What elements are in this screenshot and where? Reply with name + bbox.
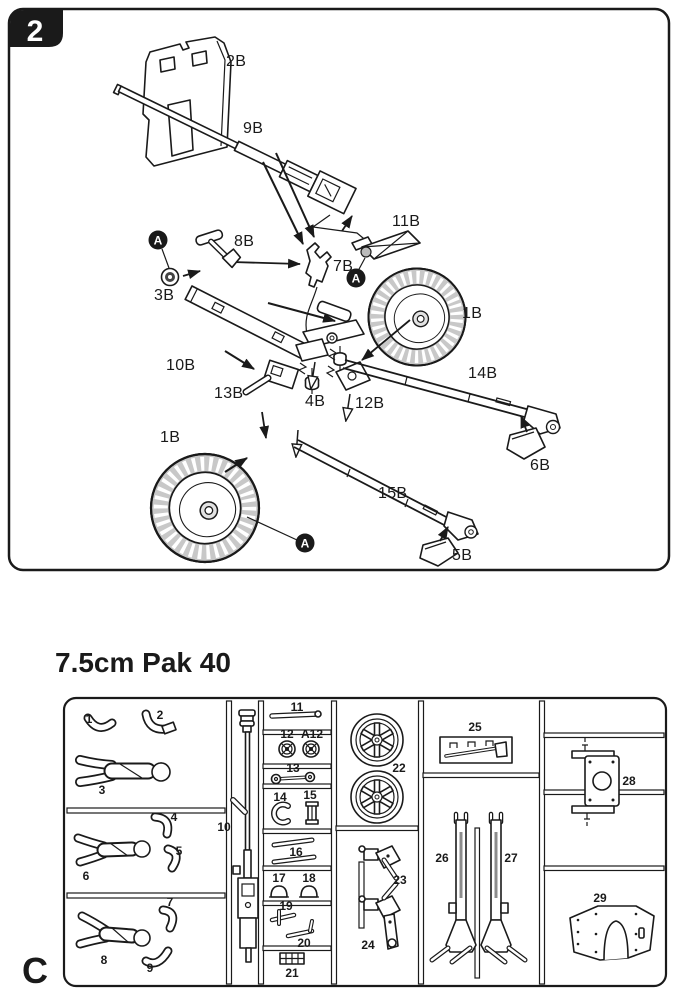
sprue-diagram bbox=[64, 698, 666, 986]
svg-text:A: A bbox=[153, 233, 163, 248]
kit-title: 7.5cm Pak 40 bbox=[55, 647, 231, 678]
sprue-letter: C bbox=[22, 950, 48, 991]
sprue-num-4: 4 bbox=[170, 810, 178, 824]
step2-panel bbox=[9, 9, 669, 572]
label-15b: 15B bbox=[378, 485, 408, 502]
sprue-part-shield bbox=[570, 906, 654, 960]
label-5b: 5B bbox=[452, 547, 473, 564]
sprue-num-19: 19 bbox=[279, 899, 293, 913]
sprue-num-6: 6 bbox=[82, 869, 90, 883]
label-9b: 9B bbox=[243, 120, 264, 137]
label-13b: 13B bbox=[214, 385, 244, 402]
label-1b-right: 1B bbox=[462, 305, 483, 322]
sprue-num-26: 26 bbox=[435, 851, 449, 865]
sprue-num-23: 23 bbox=[393, 873, 407, 887]
label-12b: 12B bbox=[355, 395, 385, 412]
gun-shield-part bbox=[143, 37, 231, 166]
sprue-num-2: 2 bbox=[156, 708, 164, 722]
label-2b: 2B bbox=[226, 53, 247, 70]
label-10b: 10B bbox=[166, 357, 196, 374]
label-3b: 3B bbox=[154, 287, 175, 304]
sprue-num-25: 25 bbox=[468, 720, 482, 734]
label-4b: 4B bbox=[305, 393, 326, 410]
sprue-num-16: 16 bbox=[289, 845, 303, 859]
sprue-num-15: 15 bbox=[303, 788, 317, 802]
sprue-num-20: 20 bbox=[297, 936, 311, 950]
sprue-num-1: 1 bbox=[85, 712, 93, 726]
sprue-num-29: 29 bbox=[593, 891, 607, 905]
sprue-num-5: 5 bbox=[175, 844, 183, 858]
sprue-num-9: 9 bbox=[146, 961, 154, 975]
sprue-part-box bbox=[440, 737, 512, 763]
sprue-num-18: 18 bbox=[302, 871, 316, 885]
sprue-num-8: 8 bbox=[100, 953, 108, 967]
grommet-part bbox=[162, 269, 179, 286]
sprue-num-12: 12 bbox=[280, 727, 294, 741]
label-11b: 11B bbox=[392, 213, 421, 230]
sprue-num-7: 7 bbox=[166, 895, 174, 909]
sprue-num-11: 11 bbox=[290, 700, 304, 714]
sprue-num-14: 14 bbox=[273, 790, 287, 804]
label-6b: 6B bbox=[530, 457, 551, 474]
sprue-num-22: 22 bbox=[392, 761, 406, 775]
sprue-num-17: 17 bbox=[272, 871, 286, 885]
svg-text:A: A bbox=[351, 271, 361, 286]
label-14b: 14B bbox=[468, 365, 498, 382]
sprue-num-21: 21 bbox=[285, 966, 299, 980]
sprue-num-24: 24 bbox=[361, 938, 375, 952]
step2-border bbox=[9, 9, 669, 570]
sprue-num-27: 27 bbox=[504, 851, 518, 865]
sprue-num-13: 13 bbox=[286, 761, 300, 775]
sprue-num-a12: A12 bbox=[300, 727, 324, 741]
sprue-num-10: 10 bbox=[217, 820, 231, 834]
step-number: 2 bbox=[26, 15, 44, 48]
label-1b-left: 1B bbox=[160, 429, 181, 446]
sprue-num-3: 3 bbox=[98, 783, 106, 797]
sprue-num-28: 28 bbox=[622, 774, 636, 788]
label-8b: 8B bbox=[234, 233, 255, 250]
label-7b: 7B bbox=[333, 258, 354, 275]
sprue-part-bracket bbox=[306, 802, 318, 824]
svg-text:A: A bbox=[300, 536, 310, 551]
